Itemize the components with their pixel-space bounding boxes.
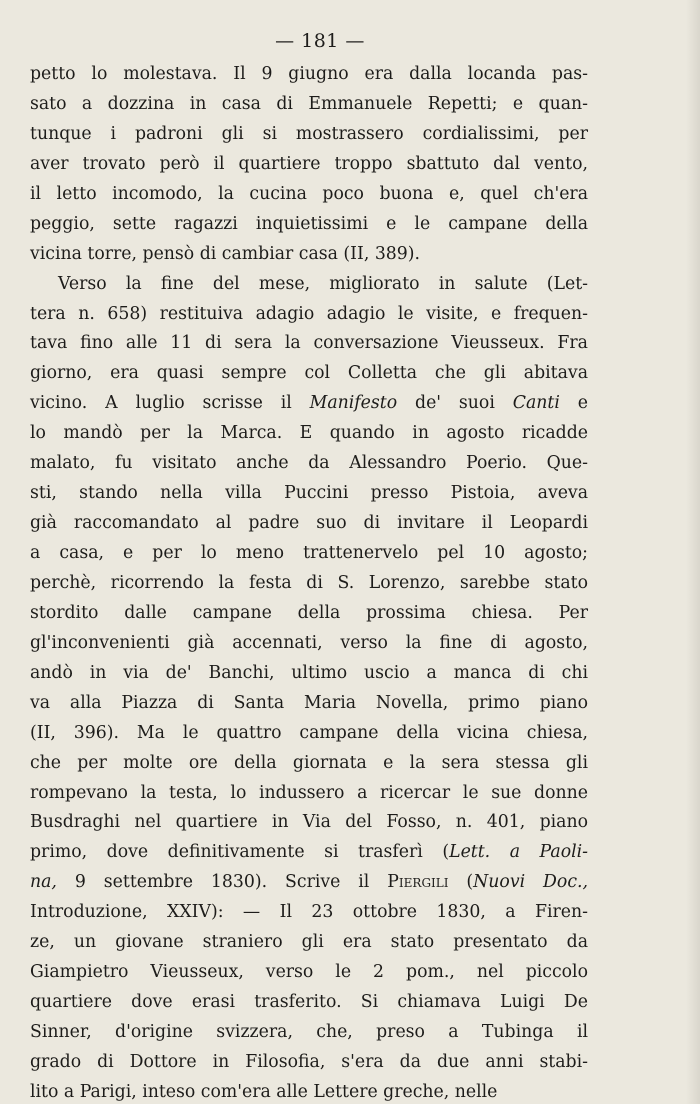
text-line: (II, 396). Ma le quattro campane della vicina chiesa, <box>30 722 588 743</box>
text-line: a casa, e per lo meno trattenervelo pel 10 agosto; <box>30 543 588 563</box>
text-line: na, 9 settembre 1830). Scrive il Piergili (Nuovi Doc., <box>30 872 588 893</box>
text-line: sti, stando nella villa Puccini presso Pistoia, aveva <box>30 483 588 504</box>
text-line: grado di Dottore in Filosofia, s'era da due anni stabi- <box>30 1051 588 1072</box>
text-line: Sinner, d'origine svizzera, che, preso a Tubinga il <box>30 1022 588 1042</box>
text-line: Giampietro Vieusseux, verso le 2 pom., nel piccolo <box>30 962 588 983</box>
text-line: malato, fu visitato anche da Alessandro Poerio. Que- <box>30 453 588 474</box>
text-line: tava fino alle 11 di sera la conversazione Vieusseux. Fra <box>30 333 588 354</box>
text-line: quartiere dove erasi trasferito. Si chiamava Luigi De <box>30 992 588 1013</box>
text-line: perchè, ricorrendo la festa di S. Lorenzo, sarebbe stato <box>30 572 588 593</box>
text-line: tera n. 658) restituiva adagio adagio le visite, e frequen- <box>30 303 588 324</box>
text-line: già raccomandato al padre suo di invitare il Leopardi <box>30 513 588 534</box>
text-line: tunque i padroni gli si mostrassero cordialissimi, per <box>30 123 588 144</box>
text-line: vicino. A luglio scrisse il Manifesto de' suoi Canti e <box>30 393 588 414</box>
body-text <box>30 60 588 1104</box>
text-line: che per molte ore della giornata e la sera stessa gli <box>30 752 588 773</box>
text-line: primo, dove definitivamente si trasferì (Lett. a Paoli- <box>30 842 588 863</box>
text-line: giorno, era quasi sempre col Colletta che gli abitava <box>30 363 588 384</box>
page-edge-shadow <box>686 0 700 1104</box>
text-line: lo mandò per la Marca. E quando in agosto ricadde <box>30 423 588 444</box>
text-line: stordito dalle campane della prossima chiesa. Per <box>30 602 588 623</box>
text-line: il letto incomodo, la cucina poco buona e, quel ch'era <box>30 183 588 204</box>
text-line: lito a Parigi, inteso com'era alle Lettere greche, nelle <box>30 1081 498 1102</box>
text-line: Introduzione, XXIV): — Il 23 ottobre 1830, a Firen- <box>30 902 588 923</box>
text-line: ze, un giovane straniero gli era stato presentato da <box>30 932 588 953</box>
page-number: — 181 — <box>275 30 365 52</box>
text-line: aver trovato però il quartiere troppo sbattuto dal vento, <box>30 153 588 174</box>
text-line: petto lo molestava. Il 9 giugno era dalla locanda pas- <box>30 64 588 84</box>
text-line: va alla Piazza di Santa Maria Novella, primo piano <box>30 692 588 713</box>
text-line: vicina torre, pensò di cambiar casa (II, 389). <box>30 243 421 264</box>
text-line: Verso la fine del mese, migliorato in salute (Let- <box>58 273 588 294</box>
text-line: peggio, sette ragazzi inquietissimi e le campane della <box>30 213 588 234</box>
text-line: andò in via de' Banchi, ultimo uscio a manca di chi <box>30 662 588 683</box>
text-line: rompevano la testa, lo indussero a ricercar le sue donne <box>30 782 588 803</box>
text-line: sato a dozzina in casa di Emmanuele Repetti; e quan- <box>30 93 588 114</box>
text-line: Busdraghi nel quartiere in Via del Fosso, n. 401, piano <box>30 812 588 833</box>
text-line: gl'inconvenienti già accennati, verso la fine di agosto, <box>30 632 588 653</box>
